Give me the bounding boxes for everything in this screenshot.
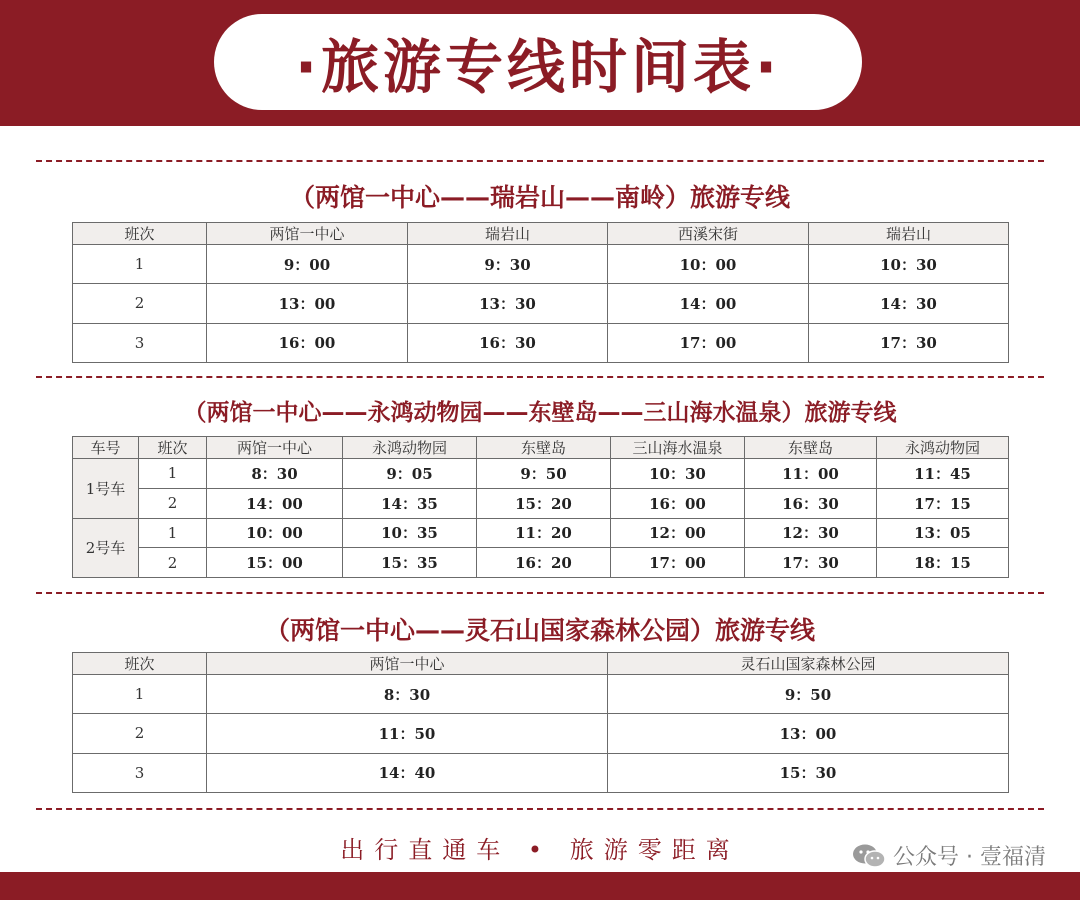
watermark-text: 公众号 · 壹福清	[893, 845, 1046, 870]
time-cell: 11：50	[207, 714, 608, 753]
header-cell: 瑞岩山	[408, 223, 608, 245]
trip-number: 3	[73, 753, 207, 792]
time-cell: 17：15	[877, 488, 1009, 518]
table-row	[73, 459, 1009, 489]
divider	[36, 808, 1044, 810]
page-title: ·旅游专线时间表·	[294, 33, 782, 101]
route2-title: （两馆一中心——永鸿动物园——东壁岛——三山海水温泉）旅游专线	[183, 400, 897, 426]
table-row	[73, 714, 1009, 753]
time-cell: 13：00	[207, 284, 408, 323]
route3-title: （两馆一中心——灵石山国家森林公园）旅游专线	[264, 616, 815, 645]
header-cell: 瑞岩山	[809, 223, 1009, 245]
table-row	[73, 488, 1009, 518]
time-cell: 16：00	[611, 488, 745, 518]
time-cell: 16：30	[745, 488, 877, 518]
header-cell: 两馆一中心	[207, 437, 343, 459]
trip-number: 2	[73, 284, 207, 323]
route1-header-row	[73, 223, 1009, 245]
header-cell: 班次	[139, 437, 207, 459]
footer-slogan: 出行直通车 • 旅游零距离	[340, 836, 740, 864]
time-cell: 8：30	[207, 459, 343, 489]
header-cell: 西溪宋街	[608, 223, 809, 245]
time-cell: 13：30	[408, 284, 608, 323]
time-cell: 16：30	[408, 323, 608, 362]
header-cell: 两馆一中心	[207, 223, 408, 245]
divider	[36, 160, 1044, 162]
time-cell: 15：20	[477, 488, 611, 518]
title-pill	[214, 14, 862, 110]
table-row	[73, 753, 1009, 792]
table-row	[73, 245, 1009, 284]
table-row	[73, 323, 1009, 362]
trip-number: 2	[139, 488, 207, 518]
time-cell: 17：30	[745, 548, 877, 578]
watermark	[851, 840, 1046, 871]
car-label: 1号车	[73, 459, 139, 519]
time-cell: 18：15	[877, 548, 1009, 578]
time-cell: 11：20	[477, 518, 611, 548]
trip-number: 1	[139, 518, 207, 548]
header-cell: 三山海水温泉	[611, 437, 745, 459]
route2-header-row	[73, 437, 1009, 459]
time-cell: 12：30	[745, 518, 877, 548]
time-cell: 17：00	[608, 323, 809, 362]
time-cell: 15：30	[608, 753, 1009, 792]
time-cell: 11：45	[877, 459, 1009, 489]
table-row	[73, 675, 1009, 714]
header-cell: 班次	[73, 223, 207, 245]
time-cell: 14：30	[809, 284, 1009, 323]
time-cell: 9：50	[477, 459, 611, 489]
header-cell: 东壁岛	[745, 437, 877, 459]
trip-number: 2	[139, 548, 207, 578]
time-cell: 10：00	[608, 245, 809, 284]
time-cell: 9：30	[408, 245, 608, 284]
route1-title: （两馆一中心——瑞岩山——南岭）旅游专线	[289, 183, 790, 212]
car-label: 2号车	[73, 518, 139, 578]
route3-header-row	[73, 653, 1009, 675]
time-cell: 14：00	[207, 488, 343, 518]
header-cell: 东壁岛	[477, 437, 611, 459]
trip-number: 3	[73, 323, 207, 362]
time-cell: 10：30	[809, 245, 1009, 284]
header-cell: 永鸿动物园	[343, 437, 477, 459]
time-cell: 9：00	[207, 245, 408, 284]
time-cell: 17：00	[611, 548, 745, 578]
time-cell: 13：05	[877, 518, 1009, 548]
time-cell: 12：00	[611, 518, 745, 548]
route3-table	[72, 652, 1009, 793]
time-cell: 16：20	[477, 548, 611, 578]
header-cell: 车号	[73, 437, 139, 459]
divider	[36, 376, 1044, 378]
time-cell: 15：35	[343, 548, 477, 578]
header-cell: 班次	[73, 653, 207, 675]
time-cell: 15：00	[207, 548, 343, 578]
table-row	[73, 518, 1009, 548]
header-cell: 灵石山国家森林公园	[608, 653, 1009, 675]
time-cell: 10：30	[611, 459, 745, 489]
time-cell: 11：00	[745, 459, 877, 489]
time-cell: 14：00	[608, 284, 809, 323]
divider	[36, 592, 1044, 594]
time-cell: 14：35	[343, 488, 477, 518]
time-cell: 14：40	[207, 753, 608, 792]
time-cell: 9：05	[343, 459, 477, 489]
footer-band	[0, 872, 1080, 900]
time-cell: 13：00	[608, 714, 1009, 753]
time-cell: 10：35	[343, 518, 477, 548]
time-cell: 16：00	[207, 323, 408, 362]
wechat-icon	[851, 843, 887, 869]
route2-table	[72, 436, 1009, 578]
time-cell: 8：30	[207, 675, 608, 714]
trip-number: 1	[73, 675, 207, 714]
time-cell: 9：50	[608, 675, 1009, 714]
trip-number: 2	[73, 714, 207, 753]
table-row	[73, 284, 1009, 323]
table-row	[73, 548, 1009, 578]
header-cell: 两馆一中心	[207, 653, 608, 675]
time-cell: 10：00	[207, 518, 343, 548]
time-cell: 17：30	[809, 323, 1009, 362]
trip-number: 1	[73, 245, 207, 284]
route1-table	[72, 222, 1009, 363]
header-cell: 永鸿动物园	[877, 437, 1009, 459]
trip-number: 1	[139, 459, 207, 489]
